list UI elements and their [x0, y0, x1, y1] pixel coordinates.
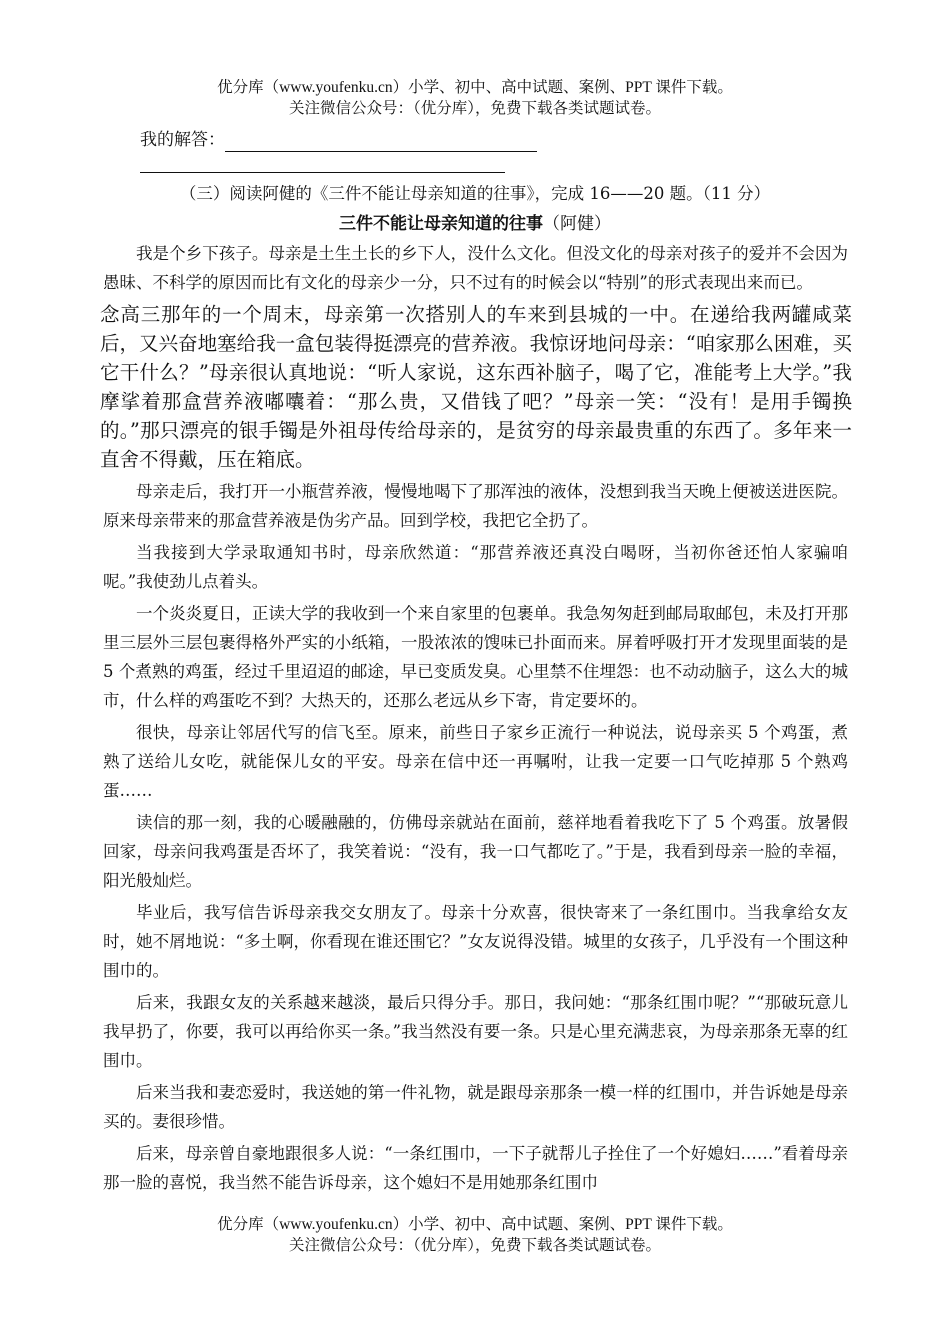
- passage-author: （阿健）: [543, 214, 611, 234]
- paragraph: 后来当我和妻恋爱时，我送她的第一件礼物，就是跟母亲那条一模一样的红围巾，并告诉她是母亲买的。妻很珍惜。: [103, 1083, 848, 1131]
- answer-line: [140, 128, 537, 152]
- reading-task: （三）阅读阿健的《三件不能让母亲知道的往事》，完成 16——20 题。（11 分）: [179, 184, 771, 203]
- answer-underline-2: [140, 172, 505, 173]
- paragraph: 读信的那一刻，我的心暖融融的，仿佛母亲就站在面前，慈祥地看着我吃下了 5 个鸡蛋。放暑假回家，母亲问我鸡蛋是否坏了，我笑着说：“没有，我一口气都吃了。”于是，我看到母亲一脸的幸福，阳光般灿烂。: [103, 813, 848, 890]
- page-header: [0, 77, 950, 119]
- footer-line-2: 关注微信公众号：（优分库），免费下载各类试题试卷。: [288, 1237, 661, 1254]
- answer-label: 我的解答：: [140, 130, 225, 150]
- passage-title: [0, 211, 950, 237]
- paragraph: 一个炎炎夏日，正读大学的我收到一个来自家里的包裹单。我急匆匆赶到邮局取邮包，未及打开那里三层外三层包裹得格外严实的小纸箱，一股浓浓的馊味已扑面而来。屏着呼吸打开才发现里面装的是 5 个煮熟的鸡蛋，经过千里迢迢的邮途，早已变质发臭。心里禁不住埋怨：也不动动脑子，这么大的城市，什么样的鸡蛋吃不到？大热天的，还那么老远从乡下寄，肯定要坏的。: [103, 604, 848, 710]
- paragraph: 后来，我跟女友的关系越来越淡，最后只得分手。那日，我问她：“那条红围巾呢？”“那破玩意儿我早扔了，你要，我可以再给你买一条。”我当然没有要一条。只是心里充满悲哀，为母亲那条无辜的红围巾。: [103, 993, 848, 1070]
- passage-body: [100, 239, 852, 1197]
- header-line-1: 优分库（www.youfenku.cn）小学、初中、高中试题、案例、PPT 课件下载。: [217, 79, 733, 96]
- page-footer: [0, 1214, 950, 1256]
- paragraph: 后来，母亲曾自豪地跟很多人说：“一条红围巾，一下子就帮儿子拴住了一个好媳妇……”看着母亲那一脸的喜悦，我当然不能告诉母亲，这个媳妇不是用她那条红围巾: [103, 1144, 848, 1192]
- footer-line-1: 优分库（www.youfenku.cn）小学、初中、高中试题、案例、PPT 课件下载。: [217, 1216, 733, 1233]
- paragraph: 很快，母亲让邻居代写的信飞至。原来，前些日子家乡正流行一种说法，说母亲买 5 个鸡蛋，煮熟了送给儿女吃，就能保儿女的平安。母亲在信中还一再嘱咐，让我一定要一口气吃掉那 5 个熟鸡蛋……: [103, 723, 848, 800]
- paragraph: 我是个乡下孩子。母亲是土生土长的乡下人，没什么文化。但没文化的母亲对孩子的爱并不会因为愚昧、不科学的原因而比有文化的母亲少一分，只不过有的时候会以“特别”的形式表现出来而已。: [103, 244, 848, 292]
- header-line-2: 关注微信公众号：（优分库），免费下载各类试题试卷。: [288, 100, 661, 117]
- paragraph: 毕业后，我写信告诉母亲我交女朋友了。母亲十分欢喜，很快寄来了一条红围巾。当我拿给女友时，她不屑地说：“多土啊，你看现在谁还围它？”女友说得没错。城里的女孩子，几乎没有一个围这种围巾的。: [103, 903, 848, 980]
- passage-title-text: 三件不能让母亲知道的往事: [339, 214, 543, 234]
- paragraph: 当我接到大学录取通知书时，母亲欣然道：“那营养液还真没白喝呀，当初你爸还怕人家骗咱呢。”我使劲儿点着头。: [103, 543, 848, 591]
- paragraph: 念高三那年的一个周末，母亲第一次搭别人的车来到县城的一中。在递给我两罐咸菜后，又兴奋地塞给我一盒包装得挺漂亮的营养液。我惊讶地问母亲：“咱家那么困难，买它干什么？”母亲很认真地说：“听人家说，这东西补脑子，喝了它，准能考上大学。”我摩挲着那盒营养液嘟囔着：“那么贵，又借钱了吧？”母亲一笑：“没有！是用手镯换的。”那只漂亮的银手镯是外祖母传给母亲的，是贫穷的母亲最贵重的东西了。多年来一直舍不得戴，压在箱底。: [100, 303, 852, 471]
- answer-underline: [225, 131, 537, 152]
- paragraph: 母亲走后，我打开一小瓶营养液，慢慢地喝下了那浑浊的液体，没想到我当天晚上便被送进医院。原来母亲带来的那盒营养液是伪劣产品。回到学校，我把它全扔了。: [103, 482, 848, 530]
